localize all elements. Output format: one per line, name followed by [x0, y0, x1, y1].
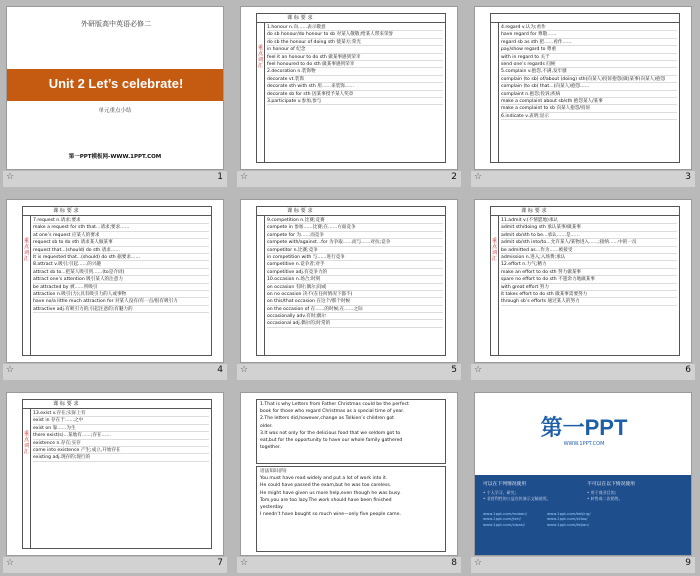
table-row: it takes effort to do sth 做某事需要努力 [501, 291, 677, 298]
table-row: compete in 参加……比赛;在……方面竞争 [267, 224, 443, 231]
table-row: make a complaint about sb/sth 抱怨某人/某事 [501, 98, 677, 105]
slide-thumb-9[interactable] [471, 389, 695, 573]
table-row: 13.exist v.存在;实际上有 [33, 410, 209, 417]
star-icon[interactable]: ☆ [240, 365, 249, 375]
sentence-line: 3.It was not only for the delicious food that we seldom got to [260, 430, 401, 436]
link-item[interactable]: www.1ppt.com/jieri/ [483, 516, 521, 522]
table-row: 11.admit v.(不情愿地)承认 [501, 217, 677, 224]
table-row: compete with/against...for 为争取……而与……对抗;竞争 [267, 239, 443, 246]
cover-band [7, 69, 224, 101]
brand-logo: 第一PPT [540, 415, 628, 440]
table-row: attractive adj.有吸引力的;引起注意的;有魅力的 [33, 306, 209, 313]
sentence-line: older. [260, 423, 273, 429]
slide-canvas[interactable] [240, 392, 458, 556]
table-row: have regard for 尊敬…… [501, 31, 677, 38]
table-side-label: 重点词汇 [257, 23, 265, 162]
table-row: do sb the honour of doing sth 使某方;荣光 [267, 39, 443, 46]
table-row: feel honoured to do sth 做某事感到荣幸 [267, 61, 443, 68]
star-icon[interactable]: ☆ [240, 172, 249, 182]
table-row: on occasion 有时;偶尔;间或 [267, 284, 443, 291]
cover-subtitle: 外研版高中英语必修二 [81, 20, 151, 28]
table-row: make a complaint to sb 向某人抱怨/投诉 [501, 105, 677, 112]
slide-bar [471, 364, 695, 380]
slide-bar [3, 557, 227, 573]
sentence-line: 1.That is why Letters from Father Christmas could be the perfect [260, 402, 409, 407]
table-row: at one’s request 应某人的要求 [33, 232, 209, 239]
table-row: with great effort 努力 [501, 284, 677, 291]
table-row: 8.attract v.吸引;引起……的兴趣 [33, 261, 209, 268]
table-row: have no/a little much attraction for 对某人没有/有一点/很有吸引力 [33, 298, 209, 305]
grammar-line: yesterday. [260, 505, 284, 511]
link-item[interactable]: www.1ppt.com/beijing/ [547, 511, 591, 516]
table-header: 课 标 要 求 [257, 207, 445, 216]
link-column [483, 511, 527, 527]
vocab-table [490, 13, 680, 163]
table-row: competitor n.比赛;竞争 [267, 247, 443, 254]
slide-number: 6 [685, 365, 691, 375]
slide-bar [3, 171, 227, 187]
slide-canvas[interactable] [240, 6, 458, 170]
slide-thumb-8[interactable] [237, 389, 461, 573]
star-icon[interactable]: ☆ [474, 365, 483, 375]
grammar-line: You must have read widely and put a lot of work into it. [260, 476, 388, 482]
table-row: existing adj.现存的;现行的 [33, 454, 209, 461]
sentence-line: 2.The letters did,however,change as Tolkien’s children got [260, 416, 394, 422]
star-icon[interactable]: ☆ [474, 558, 483, 568]
table-row: admit sth/doing sth 承认某事/做某事 [501, 224, 677, 231]
slide-number: 9 [685, 558, 691, 568]
slide-number: 3 [685, 172, 691, 182]
table-row: existence n.存在;实存 [33, 440, 209, 447]
vocab-table [256, 13, 446, 163]
cover-caption: 单元重点小结 [98, 108, 132, 114]
slide-thumb-2[interactable] [237, 3, 461, 187]
table-row: 10.occasion n.场合;时刻 [267, 276, 443, 283]
slide-bar [471, 171, 695, 187]
table-row: spare no effort to do sth 不遗余力地做某事 [501, 276, 677, 283]
slide-bar [237, 557, 461, 573]
table-row: 4.regard v.认为;看作 [501, 24, 677, 31]
grammar-line: I needn’t have bought so much wine—only five people came. [260, 512, 401, 518]
slide-canvas[interactable] [6, 199, 224, 363]
table-row: 9.competition n.比赛;竞赛 [267, 217, 443, 224]
brand-url: WWW.1PPT.COM [563, 441, 605, 447]
star-icon[interactable]: ☆ [6, 558, 15, 568]
vocab-table [256, 206, 446, 356]
table-row: admit sb/sth to be…承认……是…… [501, 232, 677, 239]
table-header: 课 标 要 求 [23, 207, 211, 216]
grammar-box [256, 466, 446, 552]
table-row: decorate vt.装饰 [267, 76, 443, 83]
table-body [267, 217, 443, 355]
table-side-label: 重点词汇 [491, 216, 499, 355]
slide-thumb-1[interactable] [3, 3, 227, 187]
grammar-line: Tom,you are too lazy.The work should have been finished [260, 497, 392, 503]
table-row: feel it an honour to do sth 做某事感到荣幸 [267, 54, 443, 61]
table-row: 3.participate v.参加,参与 [267, 98, 443, 105]
link-item[interactable]: www.1ppt.com/ziliao/ [547, 516, 588, 522]
grammar-line: 语法知识(四) [260, 469, 287, 474]
table-row: 2.decoration n.装饰物 [267, 68, 443, 75]
table-row: compete for 为……而竞争 [267, 232, 443, 239]
table-side-label: 重点词汇 [23, 409, 31, 548]
table-body [501, 217, 677, 355]
table-row: in honour of 纪念 [267, 46, 443, 53]
slide-canvas[interactable] [6, 6, 224, 170]
slide-canvas[interactable] [6, 392, 224, 556]
table-row: 1.honour n.向……表示敬意 [267, 24, 443, 31]
sentence-line: book for those who regard Christmas as a special time of year. [260, 409, 405, 415]
table-row: with in regard to 关于 [501, 54, 677, 61]
table-side-label [491, 23, 499, 162]
table-row: 12.effort n.力气;精力 [501, 261, 677, 268]
allowed-line: • 非营利性的公益宣传演示文稿使用。 [483, 496, 551, 501]
sentence-line: eat,but for the opportunity to have our whole family gathered [260, 438, 403, 444]
table-header: 课 标 要 求 [23, 400, 211, 409]
cover-footer: 第一PPT模板网-WWW.1PPT.COM [68, 154, 162, 160]
table-row: be attracted by 被……所吸引 [33, 284, 209, 291]
table-row: admission n.进入;入场费;承认 [501, 254, 677, 261]
table-row: send one’s regards 问候 [501, 61, 677, 68]
table-row: 7.request n.请求;要求 [33, 217, 209, 224]
table-row: make a request for sth that...请求;要求…… [33, 224, 209, 231]
table-row: exist in 存在于……之中 [33, 417, 209, 424]
table-row: on this/that occasion 在这个/那个时候 [267, 298, 443, 305]
table-row: through sb’s efforts 通过某人的努力 [501, 298, 677, 305]
table-row: 5.complain v.抱怨,不满,发牢骚 [501, 68, 677, 75]
table-row: admit sb/sth into/to…允许某人/某物进入……;接纳……中的一员 [501, 239, 677, 246]
slide-number: 1 [217, 172, 223, 182]
allowed-line: • 个人学习、研究; [483, 490, 516, 495]
grammar-line: He might have given us more help,even though he was busy. [260, 490, 401, 496]
table-row: in competition with 与……进行竞争 [267, 254, 443, 261]
sentence-box [256, 399, 446, 464]
table-row: attract sb to...把某人吸引到……(to是介词) [33, 269, 209, 276]
forbidden-line: • 用于商业目的; [587, 490, 616, 495]
table-row: do sb honour/do honour to sb 对某人敬敬;给某人带来荣誉 [267, 31, 443, 38]
table-side-label [257, 216, 265, 355]
slide-number: 4 [217, 365, 223, 375]
table-row: on the occasion of 在……的时候;在……之际 [267, 306, 443, 313]
table-header [491, 14, 679, 23]
table-row: there exist(s)...某地有……;存在…… [33, 432, 209, 439]
table-header: 课 标 要 求 [257, 14, 445, 23]
table-row: exist on 靠……为生 [33, 425, 209, 432]
table-row: decorate sb for sth 因某事授予某人奖章 [267, 91, 443, 98]
table-header: 课 标 要 求 [491, 207, 679, 216]
slide-thumb-5[interactable] [237, 196, 461, 380]
table-row: complain (to sb) of/about (doing) sth(向某人)投诉抱怨(做)某事(向某人)抱怨 [501, 76, 677, 83]
slide-thumb-6[interactable] [471, 196, 695, 380]
slide-thumb-4[interactable] [3, 196, 227, 380]
usage-panel [475, 475, 692, 556]
forbidden-heading: 不可以在以下情况使用 [587, 482, 635, 487]
table-side-label: 重点词汇 [23, 216, 31, 355]
table-row: decorate sth with sth 用……来装饰…… [267, 83, 443, 90]
table-row: complaint n.抱怨;投诉;疾病 [501, 91, 677, 98]
table-row: attraction n.吸引(力);具有吸引力的人或事物 [33, 291, 209, 298]
table-row: competitive n.竞争者;对手 [267, 261, 443, 268]
table-row: pay/show regard to 尊重 [501, 46, 677, 53]
table-row: regard sb as sth 把……看作…… [501, 39, 677, 46]
forbidden-line: • 转售或二次销售。 [587, 496, 623, 501]
slide-canvas[interactable] [474, 199, 692, 363]
link-item[interactable]: www.1ppt.com/kejian/ [547, 521, 590, 527]
star-icon[interactable]: ☆ [240, 558, 249, 568]
table-body [33, 217, 209, 355]
slide-number: 5 [451, 365, 457, 375]
vocab-table [490, 206, 680, 356]
table-row: occasionally adv.有时;偶尔 [267, 313, 443, 320]
slide-number: 2 [451, 172, 457, 182]
link-column [547, 511, 591, 527]
table-row: come into existence 产生;成立,开始存在 [33, 447, 209, 454]
link-item[interactable]: www.1ppt.com/xiazai/ [483, 521, 525, 527]
table-row: request sb to do sth 请求某人做某事 [33, 239, 209, 246]
table-row: attract one’s attention 吸引某人的注意力 [33, 276, 209, 283]
table-row: complain (to sb) that...(向某人)抱怨…… [501, 83, 677, 90]
slide-bar [237, 364, 461, 380]
table-body [501, 24, 677, 162]
table-row: competitive adj.有竞争力的 [267, 269, 443, 276]
slide-thumb-3[interactable] [471, 3, 695, 187]
table-row: request that...(should) do sth 请求…… [33, 247, 209, 254]
table-row: It is requested that...(should) do sth 据要求…… [33, 254, 209, 261]
table-row: 6.indicate v.表明;显示 [501, 113, 677, 120]
cover-top [7, 7, 224, 69]
slide-bar [3, 364, 227, 380]
table-row: make an effort to do sth 努力做某事 [501, 269, 677, 276]
vocab-table [22, 206, 212, 356]
table-body [33, 410, 209, 548]
slide-number: 8 [451, 558, 457, 568]
table-row: on no occasion 决不(在任何情况下都不) [267, 291, 443, 298]
cover-title: Unit 2 Let’s celebrate! [48, 76, 184, 91]
link-item[interactable]: www.1ppt.com/moban/ [483, 511, 527, 516]
slide-number: 7 [217, 558, 223, 568]
slide-canvas[interactable] [240, 199, 458, 363]
table-body [267, 24, 443, 162]
star-icon[interactable]: ☆ [474, 172, 483, 182]
slide-bar [237, 171, 461, 187]
slide-canvas[interactable] [474, 6, 692, 170]
table-row: be admitted as…作为……被接受 [501, 247, 677, 254]
table-row: occasional adj.偶尔的;时常的 [267, 320, 443, 327]
star-icon[interactable]: ☆ [6, 365, 15, 375]
slide-bar [471, 557, 695, 573]
grammar-line: He could have passed the exam,but he was too careless. [260, 483, 392, 489]
sentence-line: together. [260, 445, 281, 451]
slide-thumb-7[interactable] [3, 389, 227, 573]
vocab-table [22, 399, 212, 549]
brand-area [475, 393, 692, 475]
star-icon[interactable]: ☆ [6, 172, 15, 182]
slide-canvas[interactable] [474, 392, 692, 556]
allowed-heading: 可以在下列情况使用 [483, 482, 527, 487]
